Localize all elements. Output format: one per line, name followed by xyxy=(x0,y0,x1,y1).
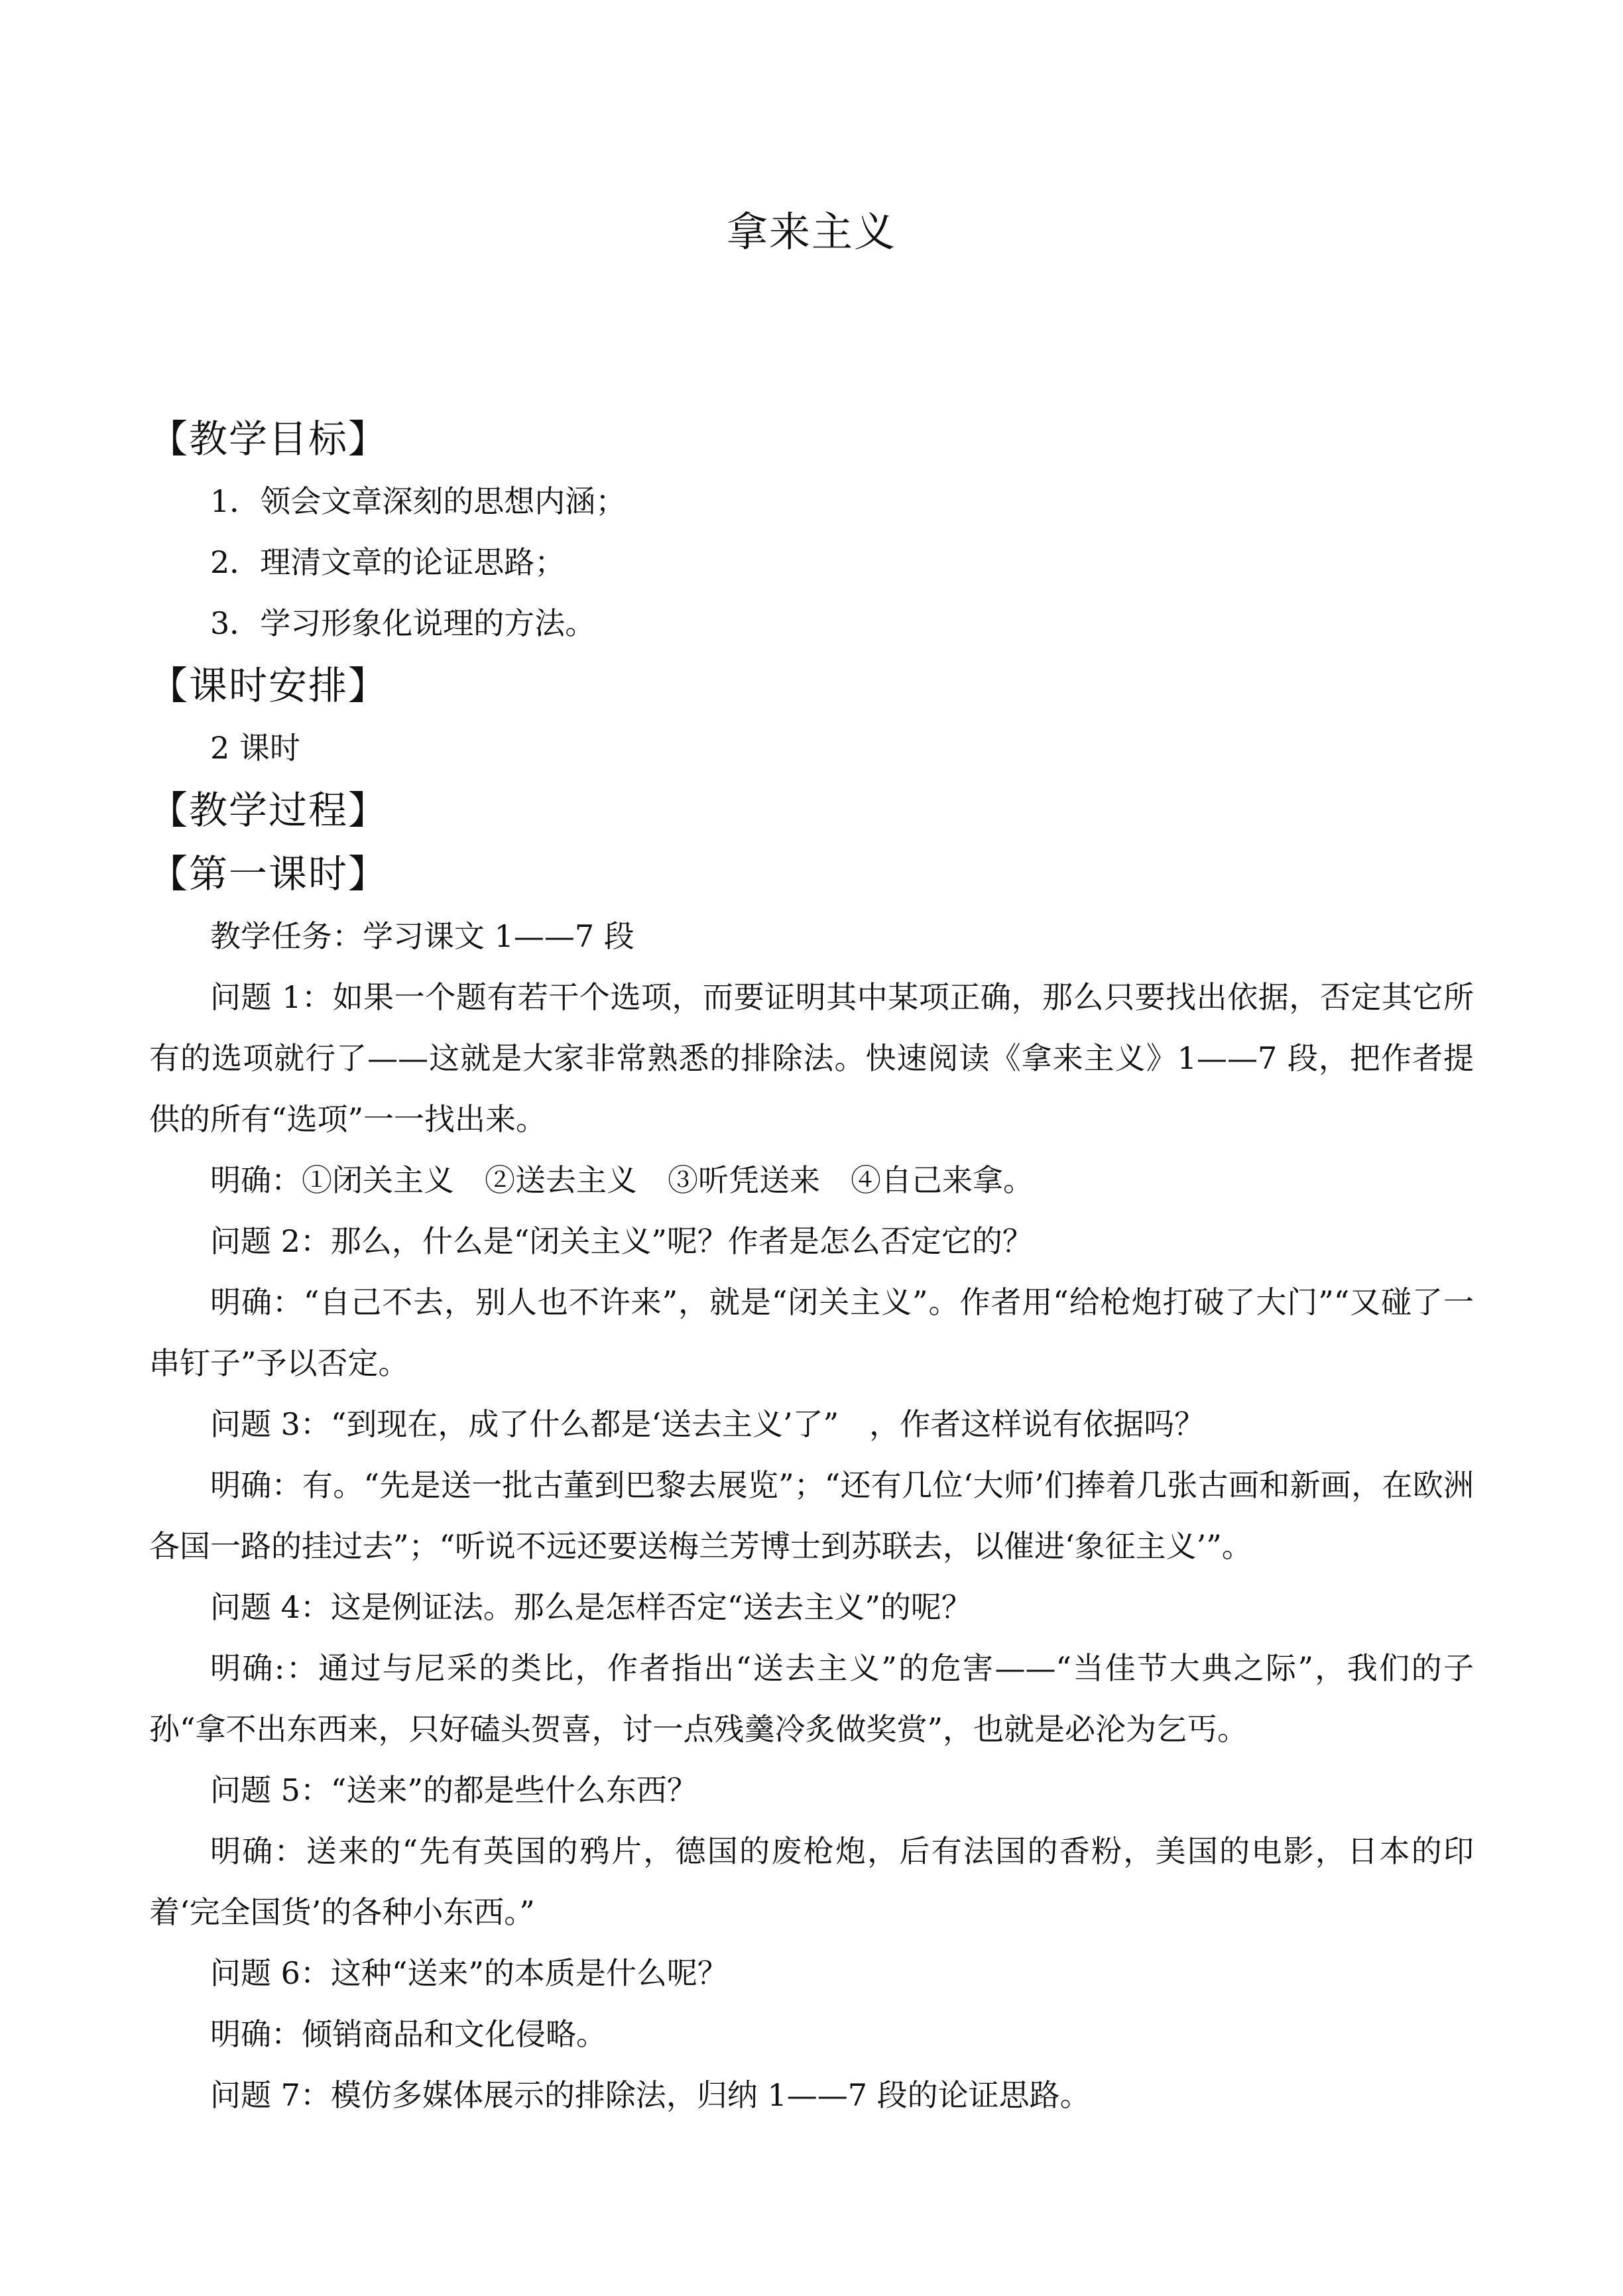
page-title: 拿来主义 xyxy=(726,208,896,256)
question-7: 问题 7：模仿多媒体展示的排除法，归纳 1——7 段的论证思路。 xyxy=(210,2077,1091,2113)
objective-item: 3．学习形象化说理的方法。 xyxy=(210,605,596,641)
answer-2: 明确：“自己不去，别人也不许来”，就是“闭关主义”。作者用“给枪炮打破了大门”“又碰了一串钉子”予以否定。 xyxy=(149,1284,1474,1381)
answer-1: 明确：①闭关主义 ②送去主义 ③听凭送来 ④自己来拿。 xyxy=(210,1162,1034,1198)
question-1: 问题 1：如果一个题有若干个选项，而要证明其中某项正确，那么只要找出依据，否定其它所有的选项就行了——这就是大家非常熟悉的排除法。快速阅读《拿来主义》1——7 段，把作者提供的所有“选项”一一找出来。 xyxy=(149,979,1474,1137)
question-2: 问题 2：那么，什么是“闭关主义”呢？作者是怎么否定它的？ xyxy=(210,1223,1033,1259)
section-heading-process: 【教学过程】 xyxy=(149,788,389,833)
schedule-value: 2 课时 xyxy=(210,730,300,766)
section-heading-schedule: 【课时安排】 xyxy=(149,663,389,708)
question-5: 问题 5：“送来”的都是些什么东西？ xyxy=(210,1772,697,1808)
question-4: 问题 4：这是例证法。那么是怎样否定“送去主义”的呢？ xyxy=(210,1589,972,1625)
lesson-task: 教学任务：学习课文 1——7 段 xyxy=(210,918,634,954)
section-heading-objectives: 【教学目标】 xyxy=(149,416,389,461)
section-heading-lesson-1: 【第一课时】 xyxy=(149,851,389,896)
objective-item: 2．理清文章的论证思路； xyxy=(210,544,566,580)
question-6: 问题 6：这种“送来”的本质是什么呢？ xyxy=(210,1955,728,1991)
answer-3: 明确：有。“先是送一批古董到巴黎去展览”；“还有几位‘大师’们捧着几张古画和新画，在欧洲各国一路的挂过去”；“听说不远还要送梅兰芳博士到苏联去，以催进‘象征主义’”。 xyxy=(149,1467,1474,1564)
objective-item: 1．领会文章深刻的思想内涵； xyxy=(210,483,627,519)
question-3: 问题 3：“到现在，成了什么都是‘送去主义’了” ，作者这样说有依据吗？ xyxy=(210,1406,1205,1442)
answer-4: 明确:：通过与尼采的类比，作者指出“送去主义”的危害——“当佳节大典之际”，我们的子孙“拿不出东西来，只好磕头贺喜，讨一点残羹冷炙做奖赏”，也就是必沦为乞丐。 xyxy=(149,1650,1474,1747)
answer-5: 明确：送来的“先有英国的鸦片，德国的废枪炮，后有法国的香粉，美国的电影，日本的印着‘完全国货’的各种小东西。” xyxy=(149,1833,1474,1930)
answer-6: 明确：倾销商品和文化侵略。 xyxy=(210,2016,607,2052)
